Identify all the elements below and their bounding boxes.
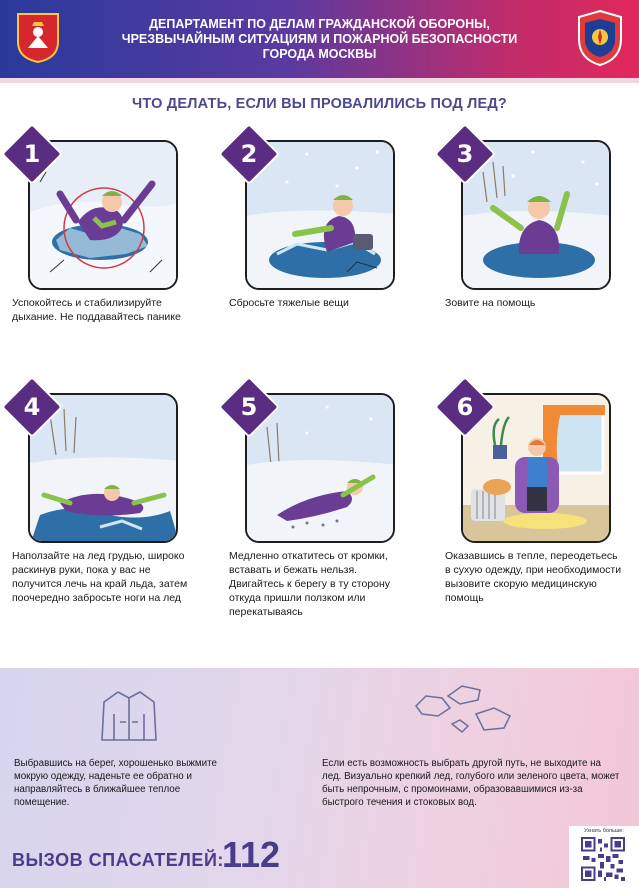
ice-safety-warning: Если есть возможность выбрать другой путь, не выходите на лед. Визуально крепкий лед, голубого или зеленого цвета, может быть непрочным, с промоинами, образовавшимися из-за быстрого течения и стоковых вод.	[322, 758, 620, 808]
step-instruction-text: Наползайте на лед грудью, широко раскинув руки, пока у вас не получится лечь на край льда, затем поочередно забросьте ноги на лед	[12, 550, 188, 604]
jacket-icon	[98, 688, 160, 744]
step-number: 2	[240, 140, 258, 168]
step-number: 3	[456, 140, 474, 168]
step-number: 5	[240, 393, 258, 421]
emergency-department-emblem-icon	[575, 9, 625, 67]
rescue-phone-number[interactable]: 112	[222, 834, 281, 875]
step-instruction-text: Оказавшись в тепле, переодетьесь в сухую одежду, при необходимости вызовите скорую медицинскую помощь	[445, 550, 622, 604]
moscow-coat-of-arms-icon	[16, 12, 60, 64]
rescue-call-label: ВЫЗОВ СПАСАТЕЛЕЙ:	[12, 850, 224, 870]
step-instruction-text: Медленно откатитесь от кромки, вставать и бежать нельзя. Двигайтесь к берегу в ту сторону откуда пришли ползком или перекатываясь	[229, 550, 391, 618]
qr-code-block[interactable]	[569, 826, 639, 888]
qr-code-icon[interactable]	[581, 837, 625, 881]
header-divider	[0, 78, 639, 83]
step-instruction-text: Зовите на помощь	[445, 297, 536, 309]
header-banner	[0, 0, 639, 78]
department-title: ДЕПАРТАМЕНТ ПО ДЕЛАМ ГРАЖДАНСКОЙ ОБОРОНЫ, ЧРЕЗВЫЧАЙНЫМ СИТУАЦИЯМ И ПОЖАРНОЙ БЕЗОПАСНОСТИ ГОРОДА МОСКВЫ	[121, 16, 518, 61]
step-number: 1	[23, 140, 41, 168]
step-instruction-text: Сбросьте тяжелые вещи	[229, 297, 349, 309]
page-title: ЧТО ДЕЛАТЬ, ЕСЛИ ВЫ ПРОВАЛИЛИСЬ ПОД ЛЕД?	[132, 96, 507, 112]
step-instruction-text: Успокойтесь и стабилизируйте дыхание. Не поддавайтесь панике	[12, 297, 181, 323]
ice-floes-icon	[412, 680, 516, 742]
qr-label: Узнать больше:	[584, 828, 624, 834]
step-number: 6	[456, 393, 474, 421]
wring-clothes-advice: Выбравшись на берег, хорошенько выжмите мокрую одежду, наденьте ее обратно и направляйтесь в ближайшее теплое помещение.	[14, 758, 217, 808]
step-number: 4	[23, 393, 41, 421]
